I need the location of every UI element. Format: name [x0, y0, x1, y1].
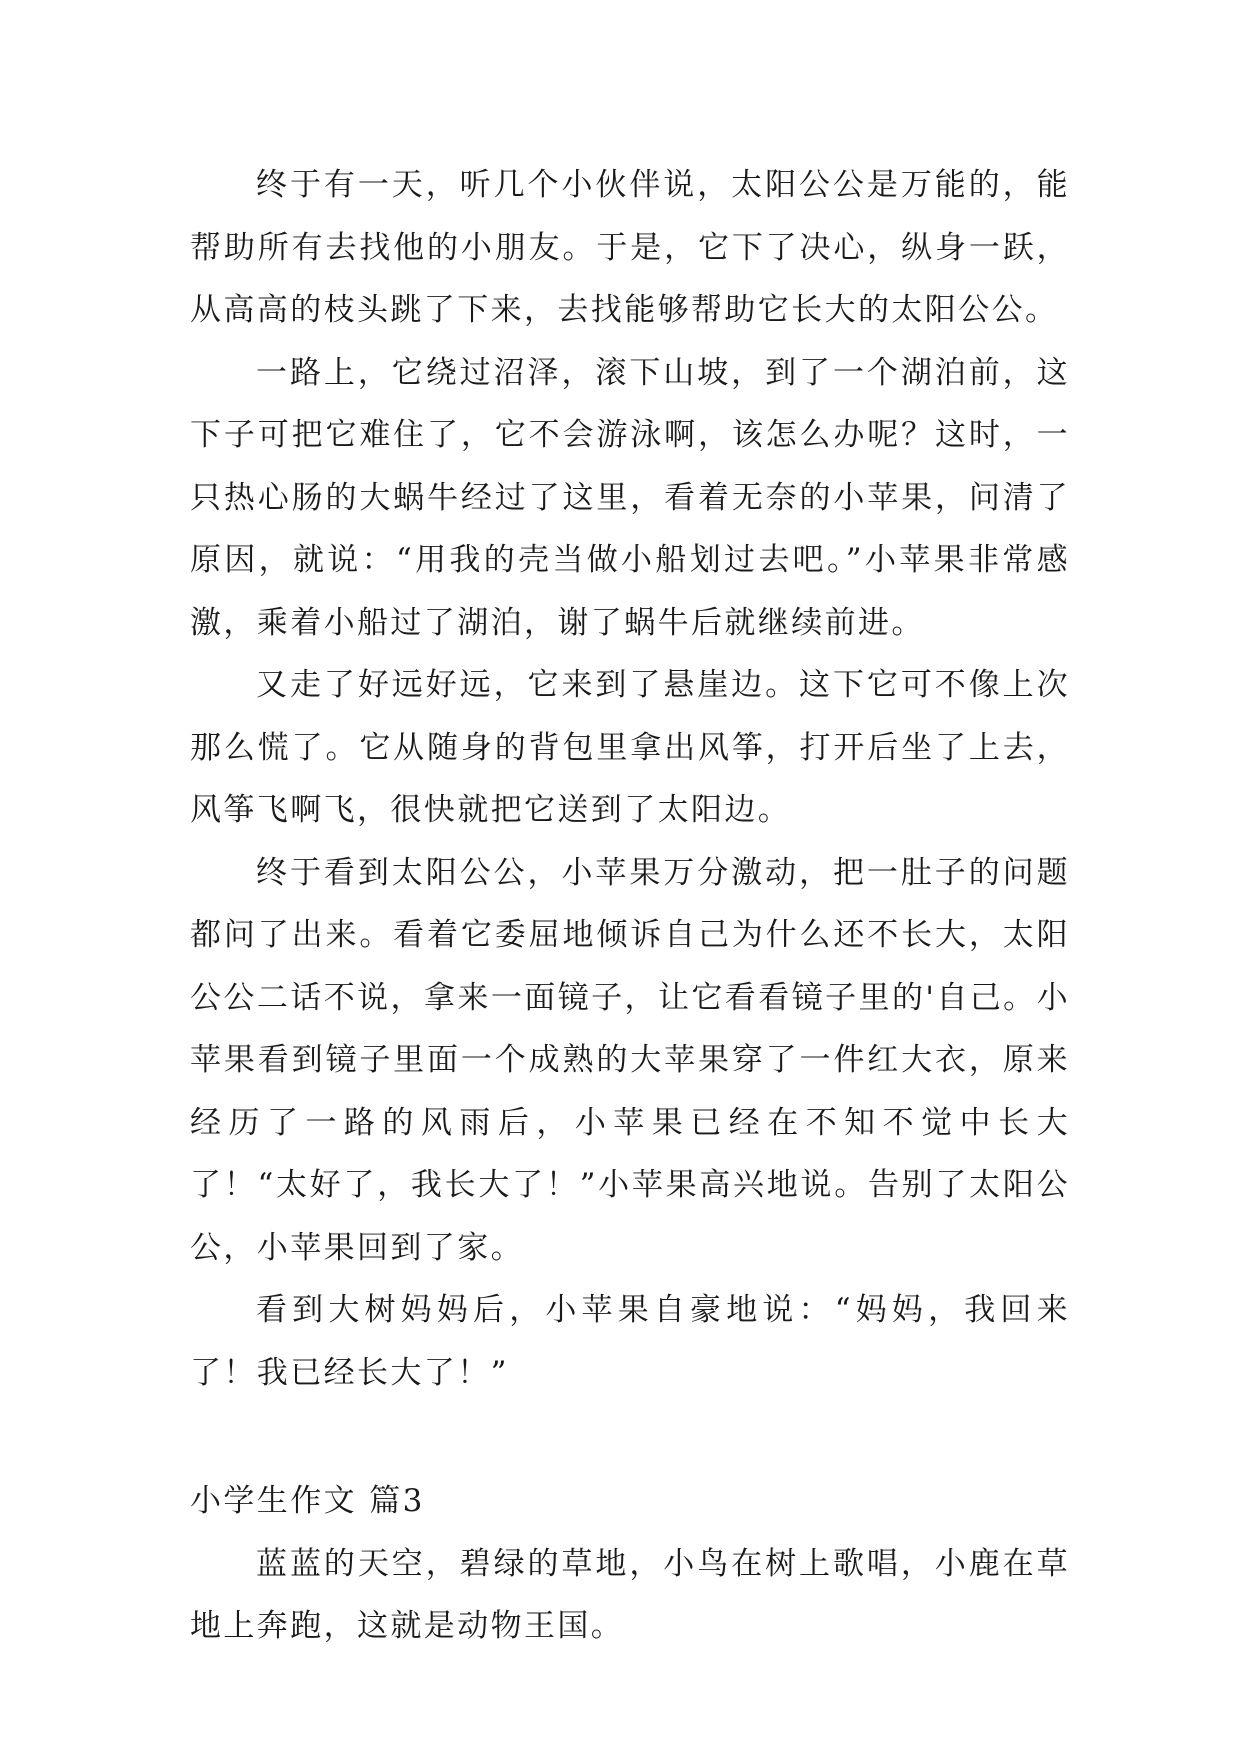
document-body: [190, 154, 1070, 1658]
paragraph: 终于看到太阳公公，小苹果万分激动，把一肚子的问题都问了出来。看着它委屈地倾诉自己为什么还不长大，太阳公公二话不说，拿来一面镜子，让它看看镜子里的'自己。小苹果看到镜子里面一个成熟的大苹果穿了一件红大衣，原来经历了一路的风雨后，小苹果已经在不知不觉中长大了！“太好了，我长大了！”小苹果高兴地说。告别了太阳公公，小苹果回到了家。: [190, 854, 1070, 1266]
paragraph: 又走了好远好远，它来到了悬崖边。这下它可不像上次那么慌了。它从随身的背包里拿出风筝，打开后坐了上去，风筝飞啊飞，很快就把它送到了太阳边。: [190, 667, 1070, 828]
paragraph: 看到大树妈妈后，小苹果自豪地说：“妈妈，我回来了！我已经长大了！”: [190, 1292, 1070, 1391]
paragraph: 终于有一天，听几个小伙伴说，太阳公公是万能的，能帮助所有去找他的小朋友。于是，它下了决心，纵身一跃，从高高的枝头跳了下来，去找能够帮助它长大的太阳公公。: [190, 167, 1070, 328]
paragraph: 一路上，它绕过沼泽，滚下山坡，到了一个湖泊前，这下子可把它难住了，它不会游泳啊，该怎么办呢？这时，一只热心肠的大蜗牛经过了这里，看着无奈的小苹果，问清了原因，就说：“用我的壳当做小船划过去吧。”小苹果非常感激，乘着小船过了湖泊，谢了蜗牛后就继续前进。: [190, 354, 1070, 641]
section-heading: 小学生作文 篇3: [190, 1483, 425, 1519]
paragraph: 蓝蓝的天空，碧绿的草地，小鸟在树上歌唱，小鹿在草地上奔跑，这就是动物王国。: [190, 1545, 1070, 1644]
